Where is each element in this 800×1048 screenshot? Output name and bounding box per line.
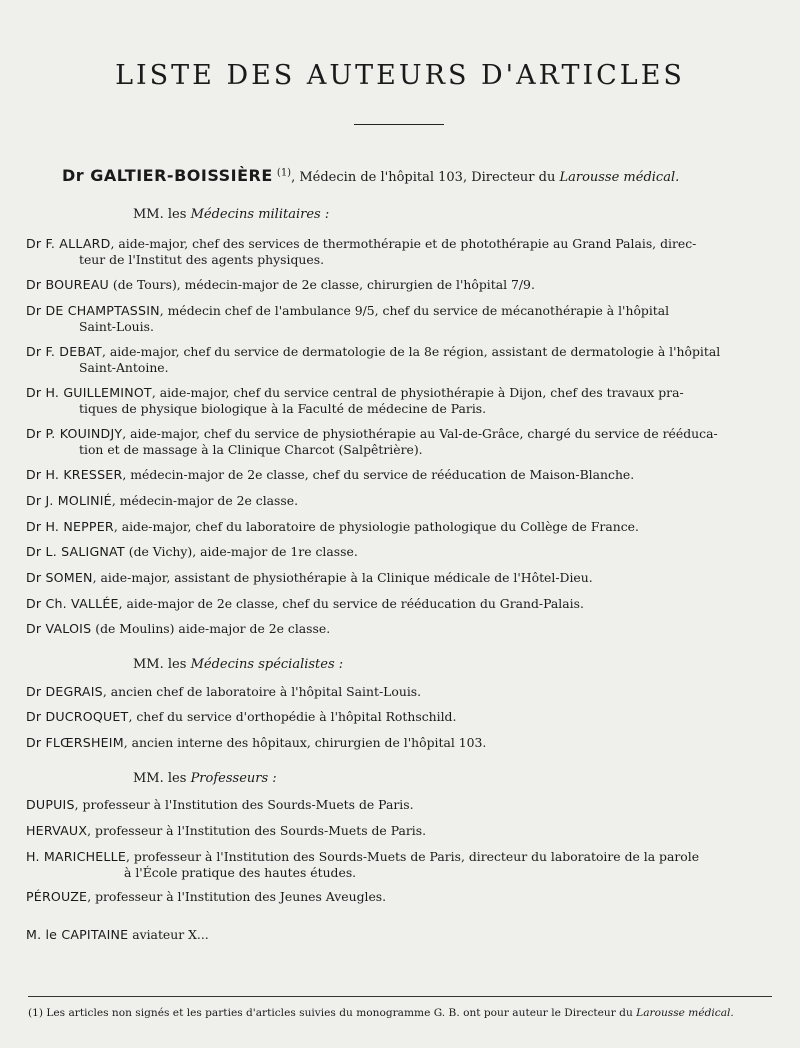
- author-entry-molinie: Dr J. MOLINIÉ, médecin-major de 2e classe.: [26, 493, 299, 508]
- lead-author-desc: , Médecin de l'hôpital 103, Directeur du: [291, 170, 556, 185]
- section-heading-professors: MM. les Professeurs :: [133, 771, 277, 786]
- author-entry-boureau: Dr BOUREAU (de Tours), médecin-major de 2e classe, chirurgien de l'hôpital 7/9.: [26, 277, 535, 292]
- page-title: LISTE DES AUTEURS D'ARTICLES: [115, 60, 685, 91]
- author-entry-marichelle: H. MARICHELLE, professeur à l'Institution des Sourds-Muets de Paris, directeur du laboratoire de la parole à l'École pratique des hautes études.: [26, 849, 700, 880]
- author-entry-allard: Dr F. ALLARD, aide-major, chef des services de thermothérapie et de photothérapie au Grand Palais, direc- teur de l'Institut des agents physiques.: [26, 236, 697, 267]
- author-entry-perouze: PÉROUZE, professeur à l'Institution des Jeunes Aveugles.: [26, 889, 387, 904]
- author-entry-champtassin: Dr DE CHAMPTASSIN, médecin chef de l'ambulance 9/5, chef du service de mécanothérapie à l'hôpital Saint-Louis.: [26, 303, 670, 334]
- author-entry-dupuis: DUPUIS, professeur à l'Institution des Sourds-Muets de Paris.: [26, 797, 414, 812]
- author-entry-ducroquet: Dr DUCROQUET, chef du service d'orthopédie à l'hôpital Rothschild.: [26, 709, 457, 724]
- author-entry-guilleminot: Dr H. GUILLEMINOT, aide-major, chef du service central de physiothérapie à Dijon, chef des travaux pra- tiques de physique biologique à la Faculté de médecine de Paris.: [26, 385, 684, 416]
- title-divider: [354, 124, 444, 125]
- footnote-divider: [28, 996, 772, 997]
- author-entry-salignat: Dr L. SALIGNAT (de Vichy), aide-major de 1re classe.: [26, 544, 358, 559]
- footnote-ref: (1): [276, 167, 292, 179]
- author-entry-capitaine: M. le CAPITAINE aviateur X...: [26, 927, 209, 942]
- lead-author-name: Dr GALTIER-BOISSIÈRE: [62, 166, 273, 185]
- author-entry-degrais: Dr DEGRAIS, ancien chef de laboratoire à l'hôpital Saint-Louis.: [26, 684, 422, 699]
- author-entry-somen: Dr SOMEN, aide-major, assistant de physiothérapie à la Clinique médicale de l'Hôtel-Dieu.: [26, 570, 593, 585]
- footnote: (1) Les articles non signés et les parties d'articles suivies du monogramme G. B. ont pour auteur le Directeur du Larousse médical.: [28, 1007, 734, 1019]
- author-entry-hervaux: HERVAUX, professeur à l'Institution des Sourds-Muets de Paris.: [26, 823, 427, 838]
- section-heading-specialists: MM. les Médecins spécialistes :: [133, 657, 344, 672]
- author-entry-vallee: Dr Ch. VALLÉE, aide-major de 2e classe, chef du service de rééducation du Grand-Palais.: [26, 596, 584, 611]
- lead-author: [62, 166, 792, 185]
- author-entry-debat: Dr F. DEBAT, aide-major, chef du service de dermatologie de la 8e région, assistant de dermatologie à l'hôpital Saint-Antoine.: [26, 344, 721, 375]
- author-entry-valois: Dr VALOIS (de Moulins) aide-major de 2e classe.: [26, 621, 331, 636]
- author-entry-kouindjy: Dr P. KOUINDJY, aide-major, chef du service de physiothérapie au Val-de-Grâce, chargé du service de rééduca- tion et de massage à la Clinique Charcot (Salpêtrière).: [26, 426, 718, 457]
- author-entry-nepper: Dr H. NEPPER, aide-major, chef du laboratoire de physiologie pathologique du Collège de France.: [26, 519, 639, 534]
- author-entry-floersheim: Dr FLŒRSHEIM, ancien interne des hôpitaux, chirurgien de l'hôpital 103.: [26, 735, 487, 750]
- section-heading-military: MM. les Médecins militaires :: [133, 207, 330, 222]
- author-entry-kresser: Dr H. KRESSER, médecin-major de 2e classe, chef du service de rééducation de Maison-Blanche.: [26, 467, 635, 482]
- lead-author-journal: Larousse médical.: [559, 170, 680, 185]
